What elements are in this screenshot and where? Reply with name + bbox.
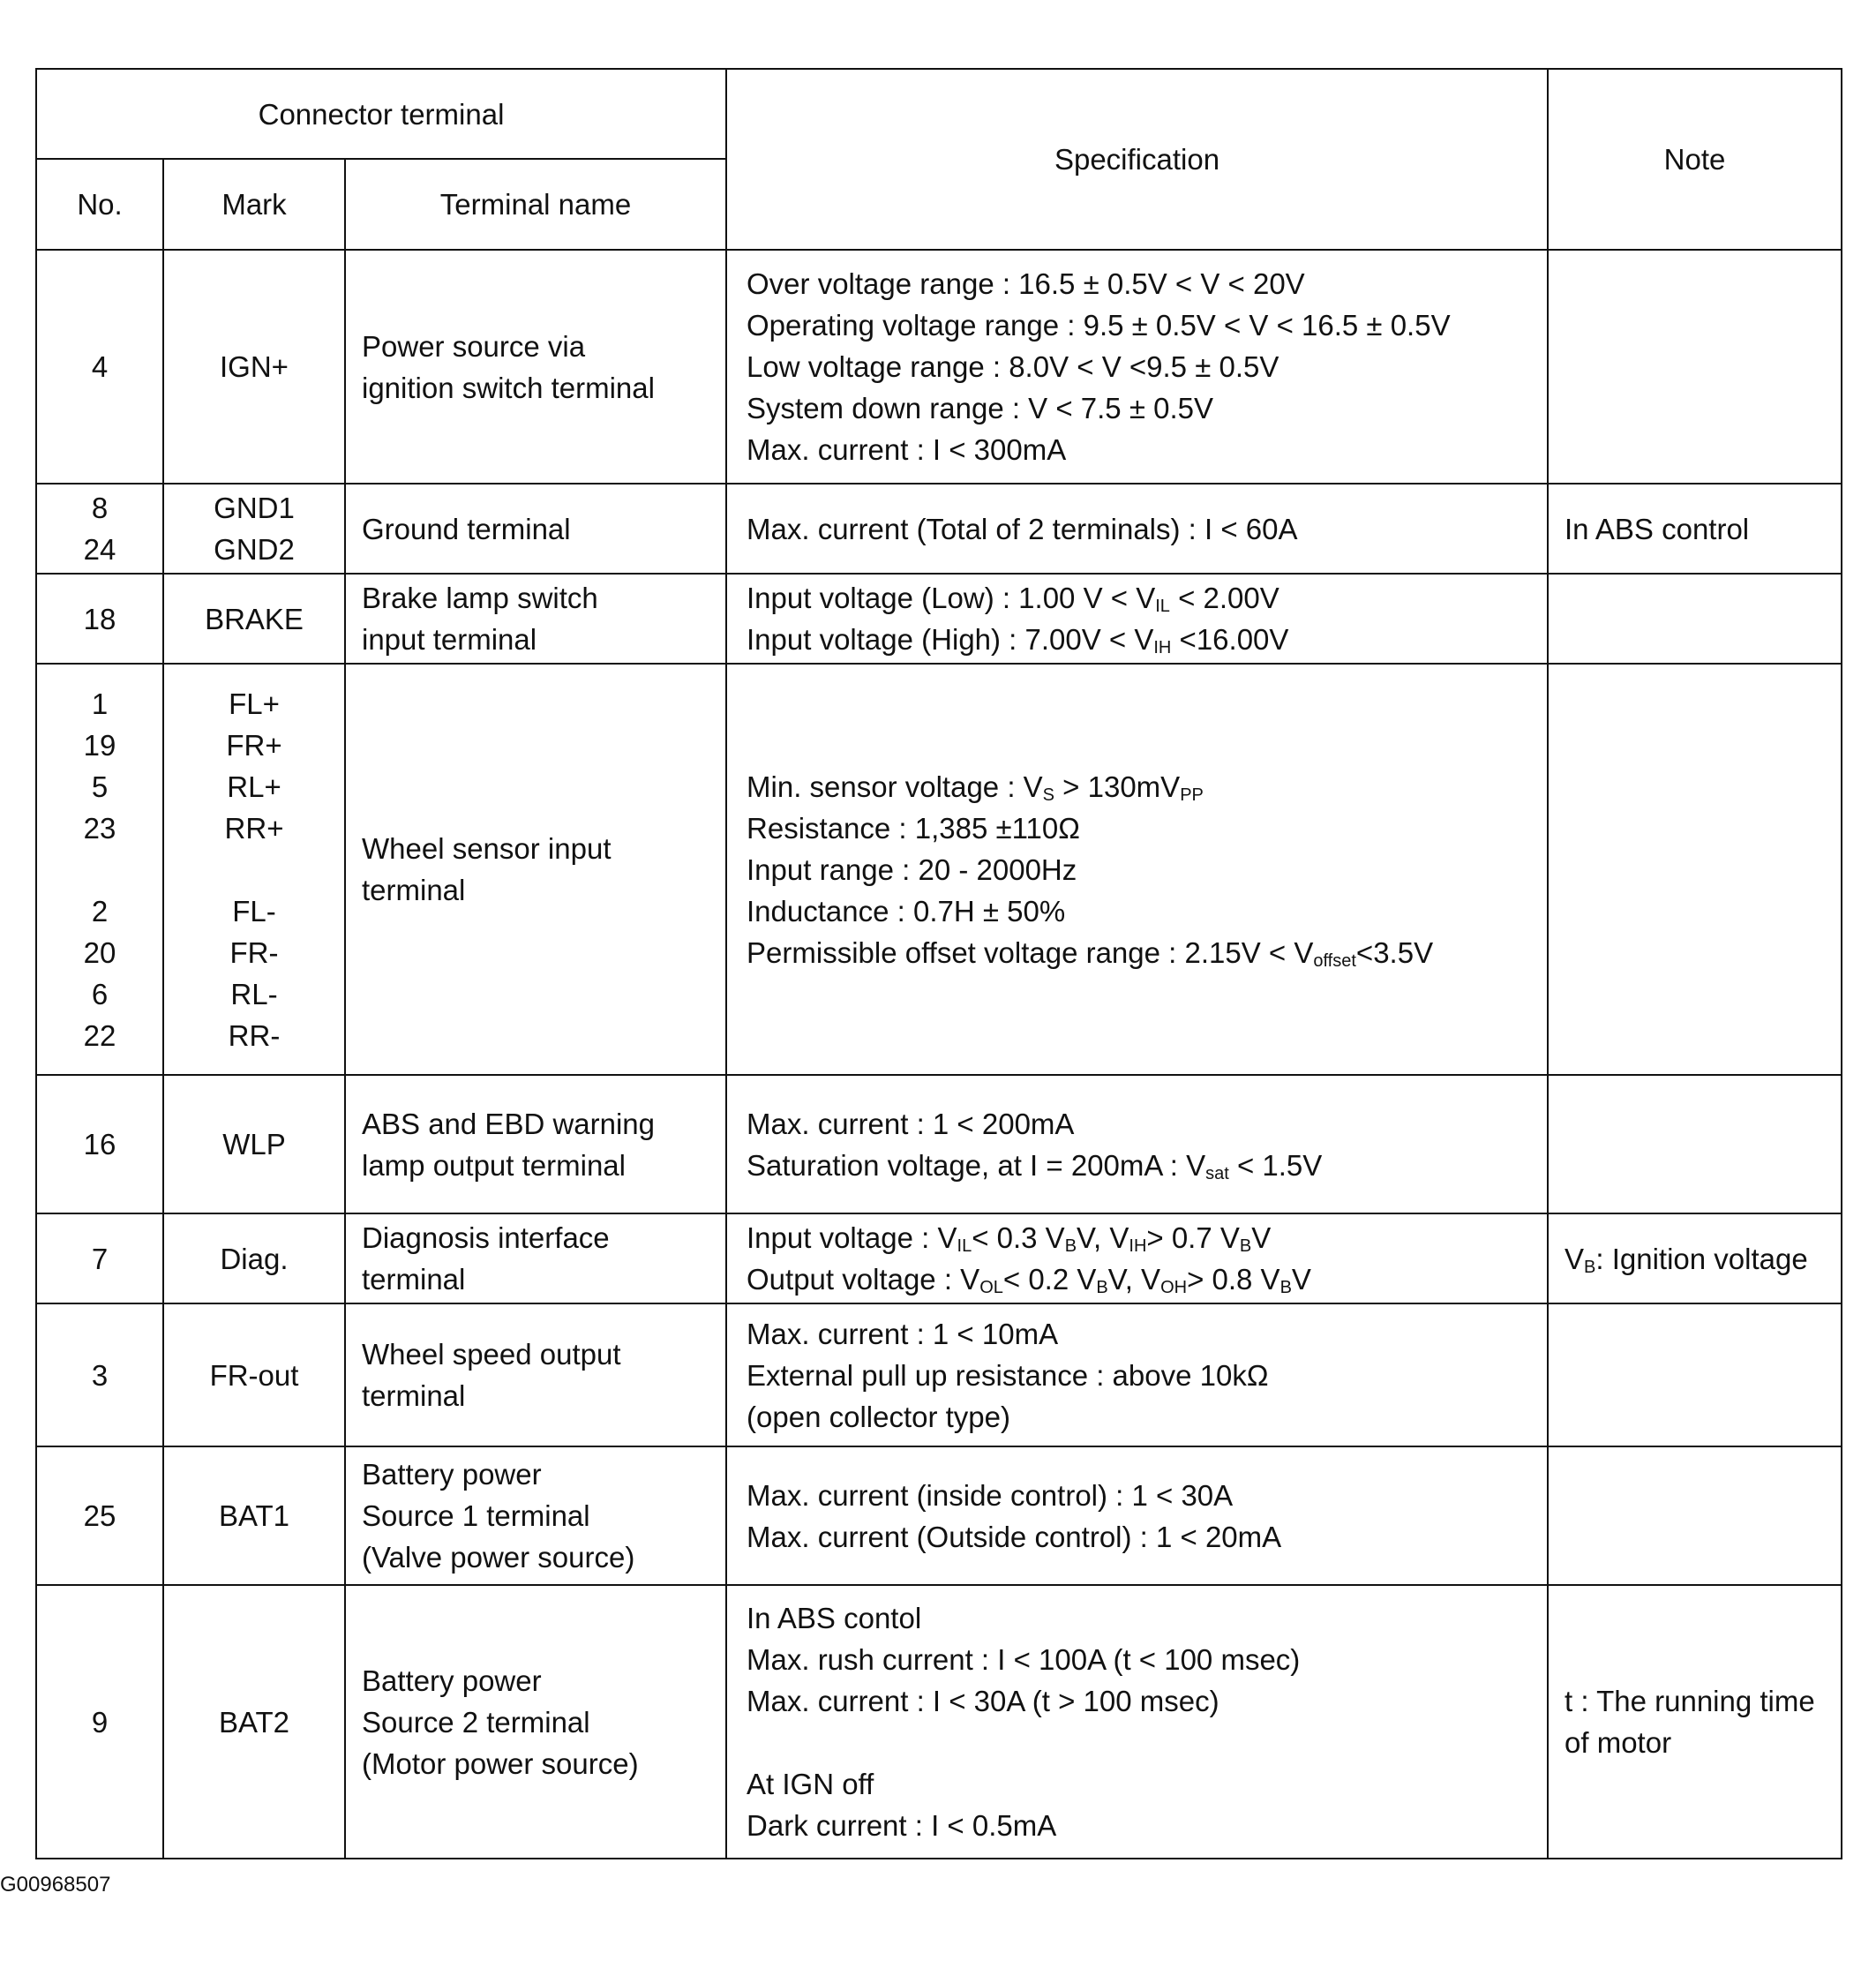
cell-specification	[726, 574, 1548, 664]
specification-line: Inductance : 0.7H ± 50%	[747, 894, 1066, 928]
cell-specification	[726, 250, 1548, 484]
terminal-mark: FR-out	[209, 1358, 299, 1392]
text-part-sub4: B	[1239, 1236, 1252, 1256]
text-part-post3: > 0.7 V	[1146, 1221, 1240, 1254]
cell-mark	[163, 1585, 345, 1859]
text-part-sub2: B	[1064, 1236, 1077, 1256]
cell-specification	[726, 1446, 1548, 1585]
terminal-number: 1	[91, 687, 109, 720]
terminal-number: 23	[83, 811, 116, 845]
specification-line: Max. current : I < 30A (t > 100 msec)	[747, 1685, 1219, 1717]
cell-mark	[163, 1075, 345, 1213]
terminal-mark: FL+	[229, 687, 280, 720]
text-part-post: <16.00V	[1171, 623, 1289, 656]
text-part-pre: Min. sensor voltage : V	[747, 770, 1043, 803]
specification-line	[747, 766, 1540, 807]
terminal-name-line: Ground terminal	[362, 512, 571, 545]
cell-terminal-name	[345, 250, 726, 484]
terminal-mark: BAT2	[218, 1705, 290, 1739]
terminal-mark: GND1	[214, 492, 295, 524]
table-row	[36, 1303, 1842, 1446]
terminal-mark: RL-	[230, 977, 278, 1010]
figure-code: G00968507	[0, 1873, 111, 1897]
cell-terminal-name	[345, 664, 726, 1075]
terminal-mark	[164, 849, 344, 890]
terminal-name-line: (Motor power source)	[362, 1746, 639, 1780]
specification-line: (open collector type)	[747, 1400, 1010, 1433]
table-row	[36, 484, 1842, 574]
terminal-name-line: Power source via	[362, 329, 586, 363]
terminal-number: 3	[91, 1358, 109, 1392]
cell-mark	[163, 574, 345, 664]
specification-line: Max. rush current : I < 100A (t < 100 msec)	[747, 1643, 1301, 1676]
cell-mark	[163, 484, 345, 574]
terminal-mark: RR+	[224, 811, 284, 845]
terminal-mark: FR+	[226, 728, 282, 762]
cell-no	[36, 250, 163, 484]
specification-line: Max. current : 1 < 200mA	[747, 1107, 1075, 1140]
cell-no	[36, 574, 163, 664]
terminal-number: 16	[83, 1128, 116, 1161]
specification-line	[747, 1258, 1540, 1300]
text-part-post: < 2.00V	[1169, 582, 1279, 614]
cell-no	[36, 1075, 163, 1213]
table-row	[36, 250, 1842, 484]
text-part-pre: Output voltage : V	[747, 1263, 980, 1296]
cell-no	[36, 1213, 163, 1303]
cell-terminal-name	[345, 1213, 726, 1303]
terminal-name-line: Battery power	[362, 1664, 542, 1697]
cell-specification	[726, 1075, 1548, 1213]
text-part-post: < 0.2 V	[1002, 1263, 1097, 1296]
specification-line: Max. current (Total of 2 terminals) : I < 60A	[747, 512, 1298, 545]
text-part-post: > 130mV	[1054, 770, 1181, 803]
cell-no	[36, 664, 163, 1075]
text-part-pre: Input voltage (Low) : 1.00 V < V	[747, 582, 1156, 614]
cell-note	[1548, 250, 1842, 484]
header-mark: Mark	[163, 159, 345, 250]
text-part-sub: IH	[1153, 638, 1172, 657]
cell-no	[36, 484, 163, 574]
terminal-name-line: Battery power	[362, 1458, 542, 1491]
specification-line	[747, 1217, 1540, 1258]
text-part-post2: V, V	[1107, 1263, 1161, 1296]
specification-line: Dark current : I < 0.5mA	[747, 1809, 1057, 1842]
text-part-post: < 0.3 V	[972, 1221, 1065, 1254]
cell-terminal-name	[345, 1585, 726, 1859]
specification-line	[747, 1145, 1540, 1186]
cell-no	[36, 1446, 163, 1585]
terminal-name-line: lamp output terminal	[362, 1148, 626, 1182]
terminal-mark: BRAKE	[205, 602, 304, 635]
specification-line: Max. current (inside control) : 1 < 30A	[747, 1478, 1234, 1512]
terminal-number: 8	[91, 492, 109, 524]
specification-line: Resistance : 1,385 ±110Ω	[747, 811, 1080, 845]
terminal-number: 24	[83, 533, 116, 566]
terminal-mark: RR-	[228, 1018, 281, 1052]
terminal-name-line: terminal	[362, 1263, 466, 1296]
cell-mark	[163, 250, 345, 484]
text-part-post: <3.5V	[1355, 935, 1434, 969]
table-row	[36, 664, 1842, 1075]
cell-note	[1548, 1303, 1842, 1446]
text-part-sub: B	[1584, 1257, 1596, 1277]
terminal-name-line: Wheel speed output	[362, 1338, 621, 1371]
cell-note	[1548, 1585, 1842, 1859]
specification-line: Operating voltage range : 9.5 ± 0.5V < V < 16.5 ± 0.5V	[747, 309, 1451, 342]
table-row	[36, 1585, 1842, 1859]
specification-line: Low voltage range : 8.0V < V <9.5 ± 0.5V	[747, 350, 1279, 383]
text-part-sub3: IH	[1129, 1236, 1147, 1256]
specification-line	[747, 1722, 1540, 1763]
text-part-sub: OL	[979, 1278, 1003, 1297]
terminal-number: 22	[83, 1018, 116, 1052]
specification-line: In ABS contol	[747, 1602, 922, 1634]
terminal-number: 20	[83, 935, 116, 969]
terminal-mark: BAT1	[218, 1499, 290, 1532]
specification-line	[747, 619, 1540, 660]
specification-line	[747, 577, 1540, 619]
text-part-sub3: OH	[1160, 1278, 1188, 1297]
specification-line	[747, 932, 1540, 973]
cell-terminal-name	[345, 1075, 726, 1213]
terminal-number	[37, 849, 162, 890]
terminal-mark: FL-	[232, 894, 276, 928]
terminal-number: 6	[91, 977, 109, 1010]
terminal-number: 7	[91, 1242, 109, 1275]
note-line: of motor	[1565, 1726, 1672, 1759]
terminal-mark: FR-	[229, 935, 279, 969]
note-line: t : The running time	[1565, 1685, 1815, 1717]
text-part-sub2: B	[1096, 1278, 1108, 1297]
terminal-number: 5	[91, 770, 109, 803]
specification-line: External pull up resistance : above 10kΩ	[747, 1358, 1269, 1392]
specification-line: Over voltage range : 16.5 ± 0.5V < V < 20V	[747, 267, 1305, 300]
text-part-post4: V	[1291, 1263, 1311, 1296]
header-no: No.	[36, 159, 163, 250]
specification-line: System down range : V < 7.5 ± 0.5V	[747, 392, 1213, 424]
terminal-mark: RL+	[227, 770, 281, 803]
terminal-mark: WLP	[222, 1128, 286, 1161]
table-row	[36, 1075, 1842, 1213]
terminal-name-line: Diagnosis interface	[362, 1221, 610, 1254]
terminal-spec-table	[35, 68, 1842, 1859]
cell-note	[1548, 1075, 1842, 1213]
terminal-mark: IGN+	[220, 350, 289, 383]
note-text	[1565, 1238, 1841, 1280]
header-specification: Specification	[726, 69, 1548, 250]
cell-specification	[726, 1585, 1548, 1859]
terminal-number: 25	[83, 1499, 116, 1532]
table-row	[36, 1446, 1842, 1585]
cell-note	[1548, 574, 1842, 664]
text-part-sub: sat	[1205, 1163, 1229, 1183]
header-note: Note	[1548, 69, 1842, 250]
cell-note	[1548, 1446, 1842, 1585]
text-part-post: : Ignition voltage	[1595, 1242, 1808, 1275]
specification-line: Max. current : 1 < 10mA	[747, 1317, 1059, 1350]
cell-terminal-name	[345, 484, 726, 574]
specification-line: Input range : 20 - 2000Hz	[747, 853, 1077, 886]
cell-mark	[163, 664, 345, 1075]
table-body	[36, 250, 1842, 1859]
terminal-mark: Diag.	[220, 1242, 289, 1275]
terminal-name-line: terminal	[362, 1379, 466, 1412]
specification-line: Max. current : I < 300mA	[747, 433, 1067, 466]
text-part-pre: V	[1565, 1242, 1585, 1275]
terminal-name-line: Source 1 terminal	[362, 1499, 590, 1532]
header-terminal-name: Terminal name	[345, 159, 726, 250]
cell-terminal-name	[345, 574, 726, 664]
terminal-name-line: Brake lamp switch	[362, 582, 598, 614]
cell-specification	[726, 1303, 1548, 1446]
cell-mark	[163, 1446, 345, 1585]
terminal-mark: GND2	[214, 533, 295, 566]
terminal-name-line: (Valve power source)	[362, 1541, 635, 1574]
text-part-sub: IL	[957, 1236, 972, 1256]
text-part-sub: IL	[1155, 597, 1170, 616]
text-part-pre: Input voltage (High) : 7.00V < V	[747, 623, 1154, 656]
cell-specification	[726, 664, 1548, 1075]
note-text: In ABS control	[1565, 512, 1750, 545]
terminal-name-line: input terminal	[362, 623, 537, 656]
specification-line: At IGN off	[747, 1768, 874, 1800]
text-part-post: < 1.5V	[1228, 1148, 1323, 1182]
cell-note	[1548, 1213, 1842, 1303]
terminal-number: 18	[83, 602, 116, 635]
terminal-number: 19	[83, 728, 116, 762]
cell-terminal-name	[345, 1446, 726, 1585]
cell-no	[36, 1585, 163, 1859]
cell-mark	[163, 1303, 345, 1446]
cell-note	[1548, 664, 1842, 1075]
cell-mark	[163, 1213, 345, 1303]
text-part-pre: Input voltage : V	[747, 1221, 957, 1254]
cell-terminal-name	[345, 1303, 726, 1446]
terminal-number: 4	[91, 350, 109, 383]
text-part-post3: > 0.8 V	[1187, 1263, 1280, 1296]
text-part-pre: Saturation voltage, at I = 200mA : V	[747, 1148, 1206, 1182]
table-row	[36, 1213, 1842, 1303]
text-part-sub2: PP	[1180, 785, 1204, 805]
specification-line: Max. current (Outside control) : 1 < 20mA	[747, 1520, 1282, 1553]
text-part-post4: V	[1251, 1221, 1272, 1254]
cell-no	[36, 1303, 163, 1446]
text-part-pre: Permissible offset voltage range : 2.15V < V	[747, 935, 1314, 969]
cell-note	[1548, 484, 1842, 574]
text-part-sub: S	[1042, 785, 1055, 805]
text-part-sub: offset	[1313, 950, 1356, 971]
text-part-sub4: B	[1279, 1278, 1292, 1297]
terminal-name-line: ignition switch terminal	[362, 371, 655, 404]
table-row	[36, 574, 1842, 664]
cell-specification	[726, 1213, 1548, 1303]
terminal-name-line: Source 2 terminal	[362, 1705, 590, 1739]
terminal-number: 2	[91, 894, 109, 928]
cell-specification	[726, 484, 1548, 574]
terminal-number: 9	[91, 1705, 109, 1739]
terminal-name-line: terminal	[362, 874, 466, 906]
terminal-name-line: Wheel sensor input	[362, 832, 612, 865]
header-connector-terminal: Connector terminal	[36, 69, 726, 159]
text-part-post2: V, V	[1077, 1221, 1129, 1254]
terminal-name-line: ABS and EBD warning	[362, 1107, 656, 1140]
